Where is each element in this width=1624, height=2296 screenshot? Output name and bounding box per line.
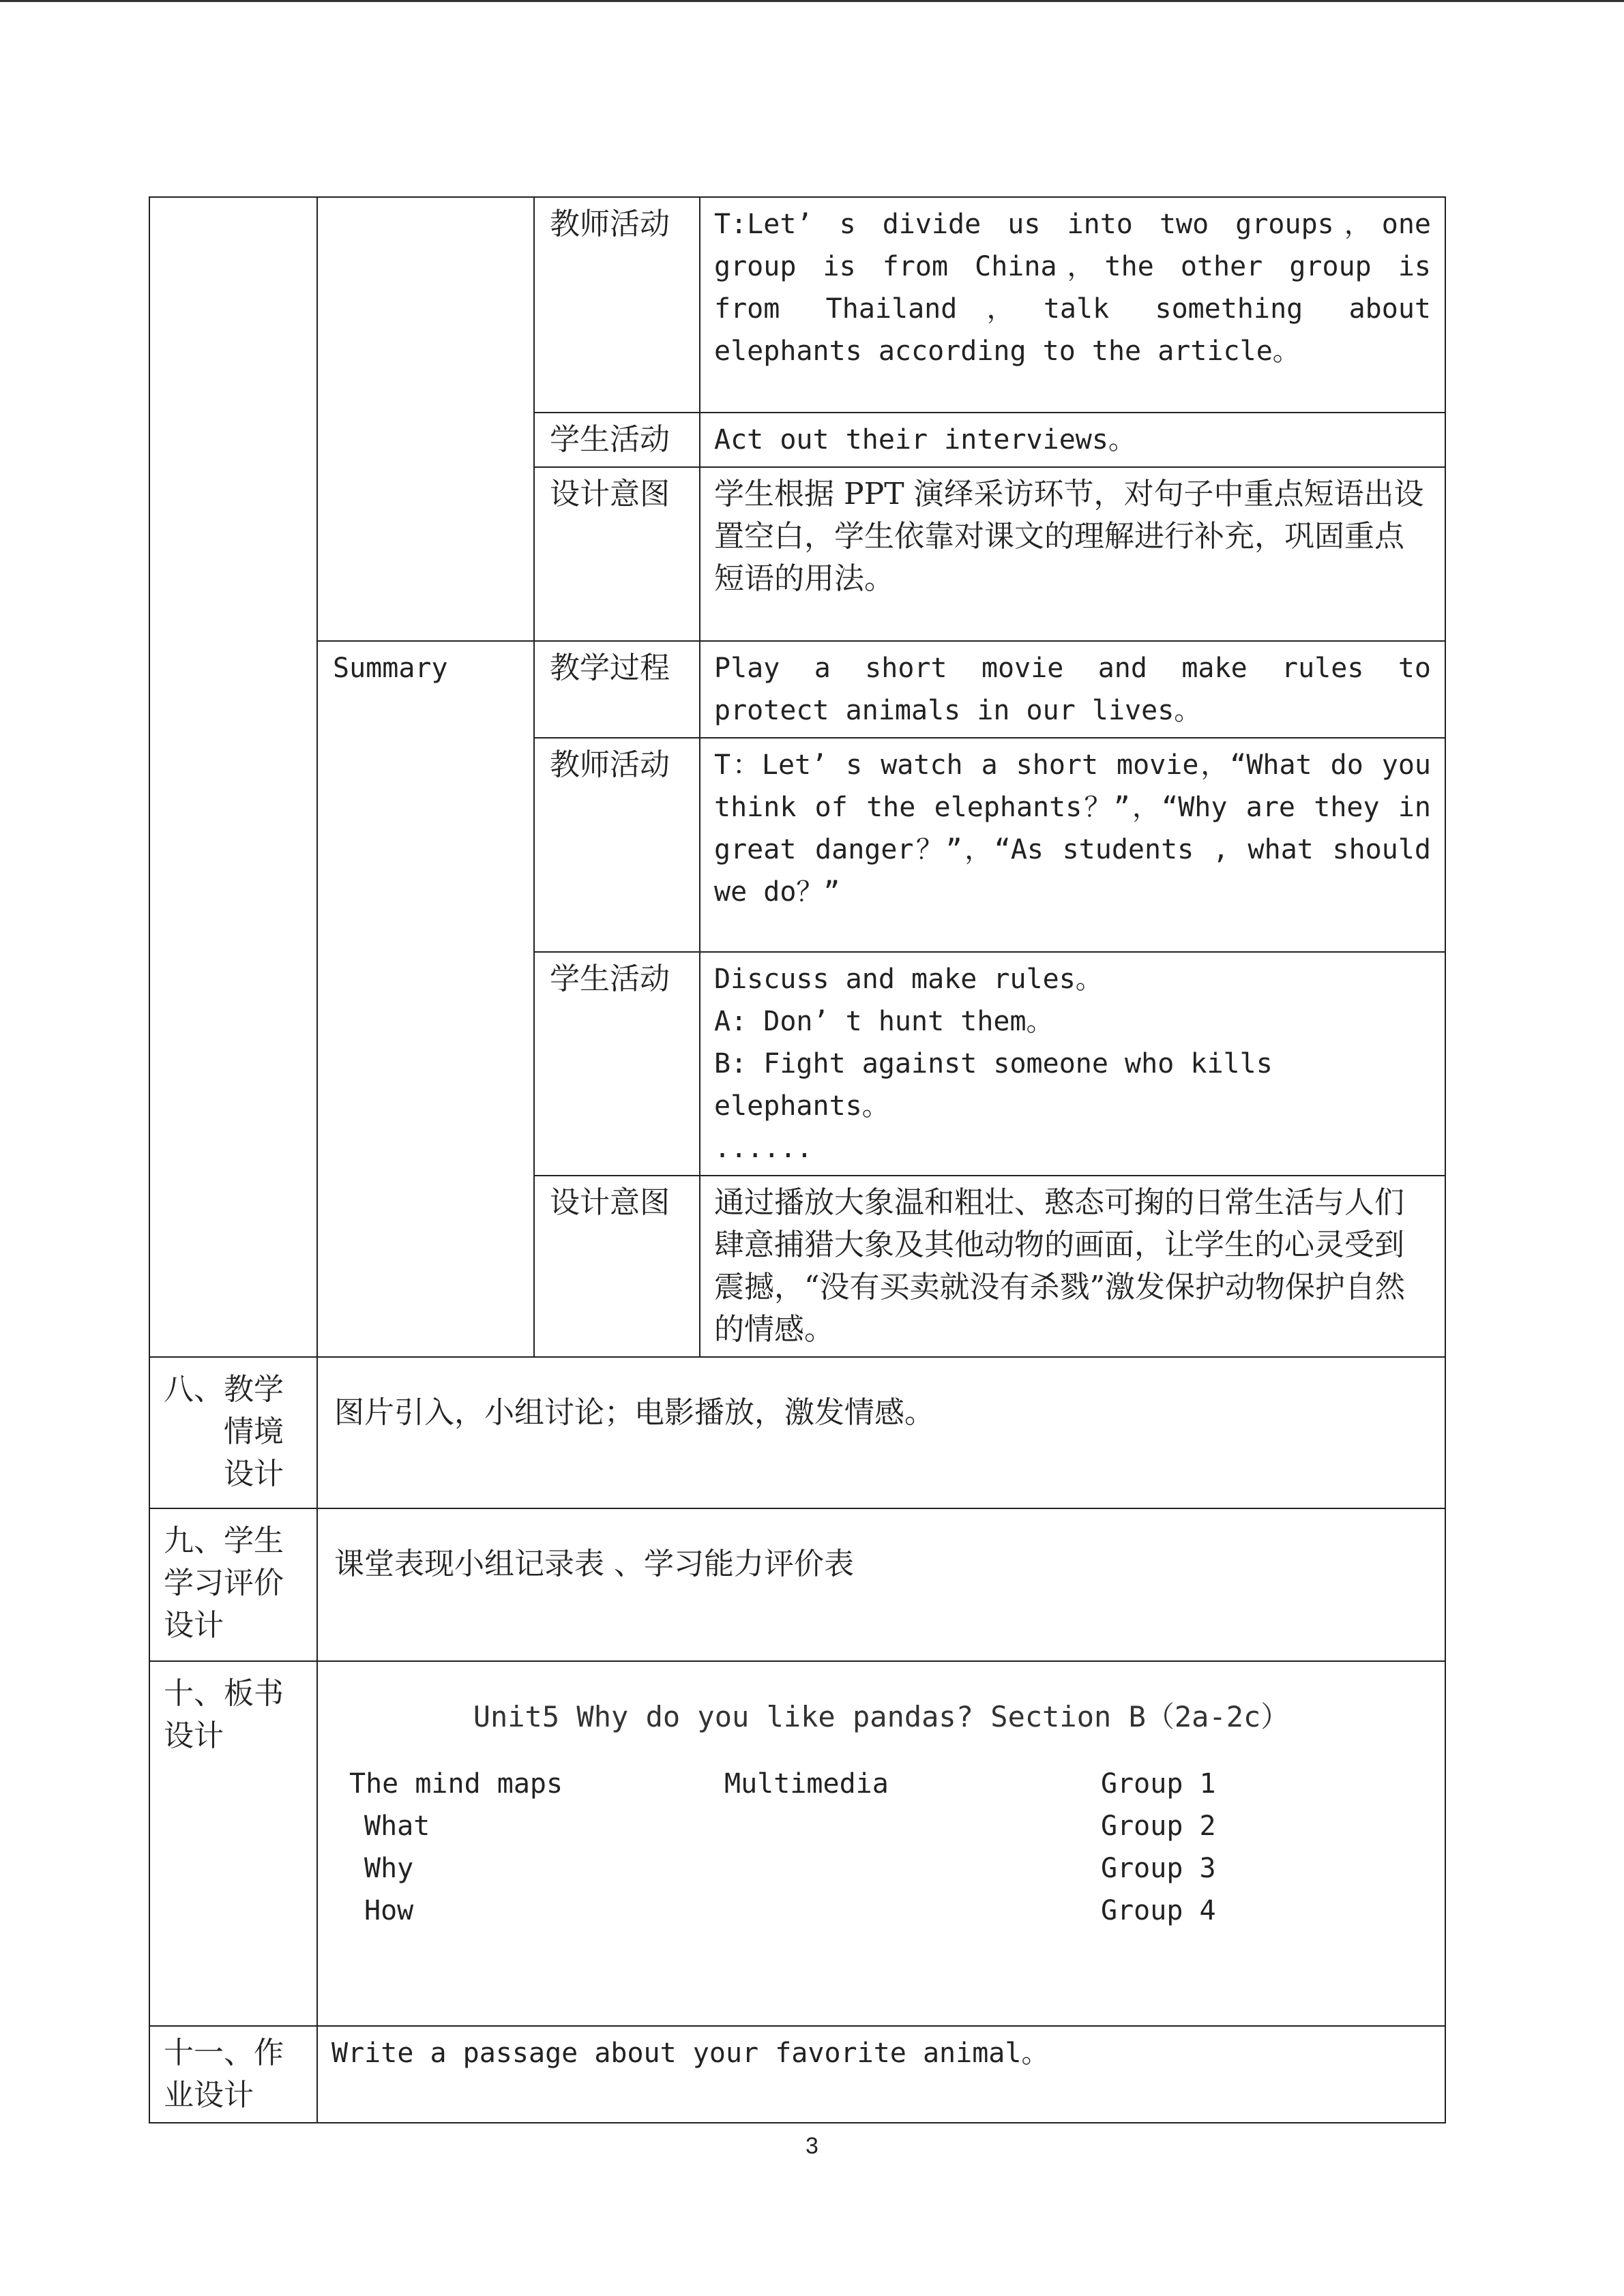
top-border-line [0, 0, 1624, 2]
page-number: 3 [806, 2133, 818, 2159]
board-column-multimedia [724, 1763, 889, 1805]
table-row [149, 1357, 1445, 1508]
list-item: Group 4 [1101, 1895, 1216, 1926]
list-item: ...... [714, 1133, 813, 1164]
design-intent-text: 学生根据 PPT 演绎采访环节，对句子中重点短语出设置空白，学生依靠对课文的理解进行补充，巩固重点短语的用法。 [700, 467, 1445, 641]
list-item: Multimedia [724, 1768, 889, 1800]
stage-summary: Summary [317, 641, 534, 1357]
list-item: Group 3 [1101, 1853, 1216, 1884]
list-item: What [364, 1810, 430, 1842]
teacher-activity-text: T：Let’ s watch a short movie，“What do you think of the elephants？”，“Why are they in great danger？”，“As students , what should we do？” [700, 738, 1445, 952]
list-item: How [364, 1895, 414, 1926]
table-row [149, 2026, 1445, 2123]
section-label: 十一、作 业设计 [149, 2026, 317, 2123]
teacher-activity-text: T:Let’ s divide us into two groups，one group is from China，the other group is from Thailand，talk something about elephants according to the article。 [700, 197, 1445, 413]
table-row [149, 1661, 1445, 2026]
student-activity-text: Act out their interviews。 [700, 413, 1445, 467]
section-content: 课堂表现小组记录表 、学习能力评价表 [317, 1508, 1445, 1661]
section-label: 十、板书 设计 [149, 1661, 317, 2026]
list-item: Group 2 [1101, 1810, 1216, 1842]
homework-text: Write a passage about your favorite animal。 [317, 2026, 1445, 2123]
design-intent-text: 通过播放大象温和粗壮、憨态可掬的日常生活与人们肆意捕猎大象及其他动物的画面，让学生的心灵受到震撼，“没有买卖就没有杀戮”激发保护动物保护自然的情感。 [700, 1176, 1445, 1357]
teaching-process-text: Play a short movie and make rules to protect animals in our lives。 [700, 641, 1445, 738]
board-columns [318, 1735, 1445, 1960]
list-item: A: Don’ t hunt them。 [714, 1006, 1054, 1037]
table-row [149, 197, 1445, 413]
row-label: 教学过程 [534, 641, 700, 738]
board-column-groups [1101, 1763, 1216, 1932]
row-label: 学生活动 [534, 952, 700, 1176]
list-item: B: Fight against someone who kills elephants。 [714, 1048, 1273, 1122]
table-row [149, 641, 1445, 738]
table-row [149, 1508, 1445, 1661]
board-column-mindmaps [349, 1763, 563, 1932]
row-label: 学生活动 [534, 413, 700, 467]
section-label: 八、教学 情境 设计 [149, 1357, 317, 1508]
row-label: 设计意图 [534, 1176, 700, 1357]
list-item: The mind maps [349, 1768, 563, 1800]
list-item: Discuss and make rules。 [714, 964, 1103, 995]
list-item: Group 1 [1101, 1768, 1216, 1800]
lesson-plan-table [149, 196, 1446, 2123]
student-activity-list [700, 952, 1445, 1176]
row-label: 设计意图 [534, 467, 700, 641]
section-label-cell-empty [149, 197, 317, 1357]
section-content: 图片引入，小组讨论；电影播放，激发情感。 [317, 1357, 1445, 1508]
list-item: Why [364, 1853, 414, 1884]
board-title: Unit5 Why do you like pandas? Section B（2a-2c） [473, 1700, 1290, 1733]
row-label: 教师活动 [534, 738, 700, 952]
blackboard-design [317, 1661, 1445, 2026]
stage-cell-empty [317, 197, 534, 641]
section-label: 九、学生 学习评价 设计 [149, 1508, 317, 1661]
row-label: 教师活动 [534, 197, 700, 413]
